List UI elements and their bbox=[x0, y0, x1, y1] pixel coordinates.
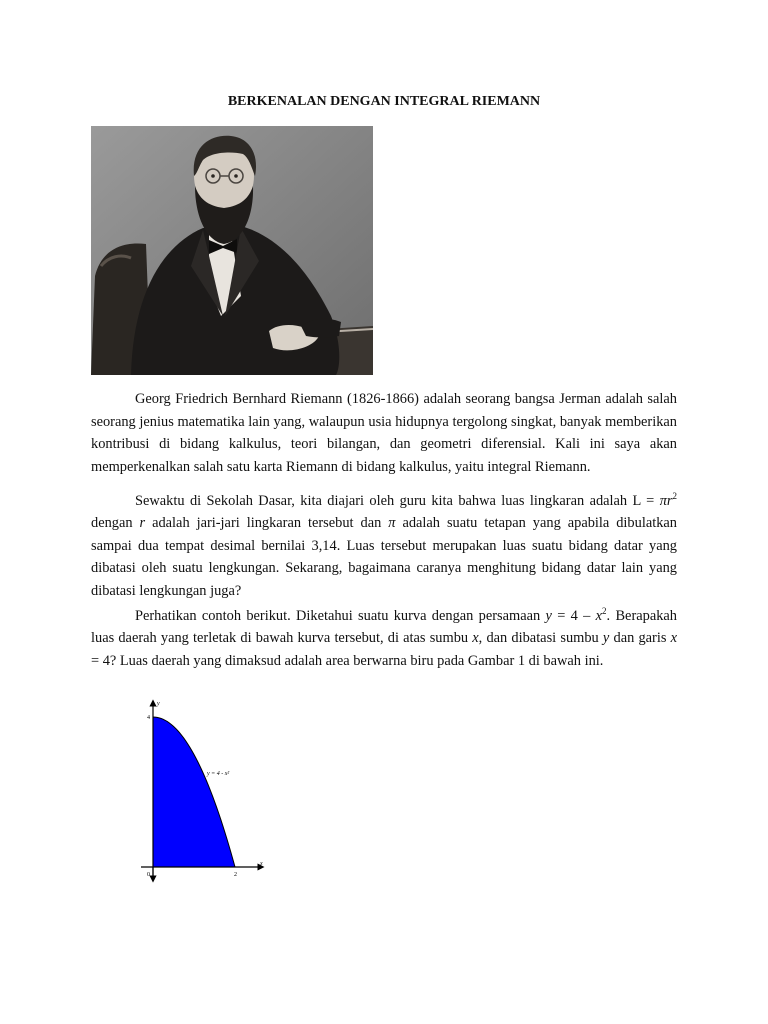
document-title: BERKENALAN DENGAN INTEGRAL RIEMANN bbox=[227, 94, 541, 109]
origin-label: 0 bbox=[147, 872, 150, 878]
curve-label: y = 4 - x² bbox=[207, 771, 230, 777]
paragraph-circle-area: Sewaktu di Sekolah Dasar, kita diajari oleh guru kita bahwa luas lingkaran adalah $L = \pi r^2$ dengan r adalah jari-jari lingkaran tersebut dan π adalah suatu tetapan yang apabila dibulatkan sampai dua tempat desimal bernilai 3,14. Luas tersebut merupakan luas suatu bidang datar yang dibatasi oleh suatu lengkungan. Sekarang, bagaimana caranya menghitung bidang datar lain yang dibatasi lengkungan juga? bbox=[91, 491, 677, 599]
shaded-area-region bbox=[153, 717, 235, 867]
y-tick-label: 4 bbox=[147, 715, 150, 721]
paragraph-riemann-intro: Georg Friedrich Bernhard Riemann (1826-1866) adalah seorang bangsa Jerman adalah salah seorang jenius matematika lain yang, walaupun usia hidupnya tergolong singkat, banyak memberikan kontribusi di bidang kalkulus, teori bilangan, dan geometri diferensial. Kali ini saya akan memperkenalkan salah satu karta Riemann di bidang kalkulus, yaitu integral Riemann. bbox=[91, 391, 677, 475]
x-tick-label: 2 bbox=[234, 872, 237, 878]
x-axis-label: x bbox=[260, 861, 263, 867]
y-axis-label: y bbox=[157, 701, 160, 707]
paragraph-curve-example: Perhatikan contoh berikut. Diketahui suatu kurva dengan persamaan $y = 4 - x^2$. Berapakah luas daerah yang terletak di bawah kurva tersebut, di atas sumbu x, dan dibatasi sumbu y dan garis x = 4? Luas daerah yang dimaksud adalah area berwarna biru pada Gambar 1 di bawah ini. bbox=[91, 606, 678, 669]
riemann-portrait-photo bbox=[91, 126, 373, 375]
figure-area-under-curve bbox=[133, 695, 273, 885]
